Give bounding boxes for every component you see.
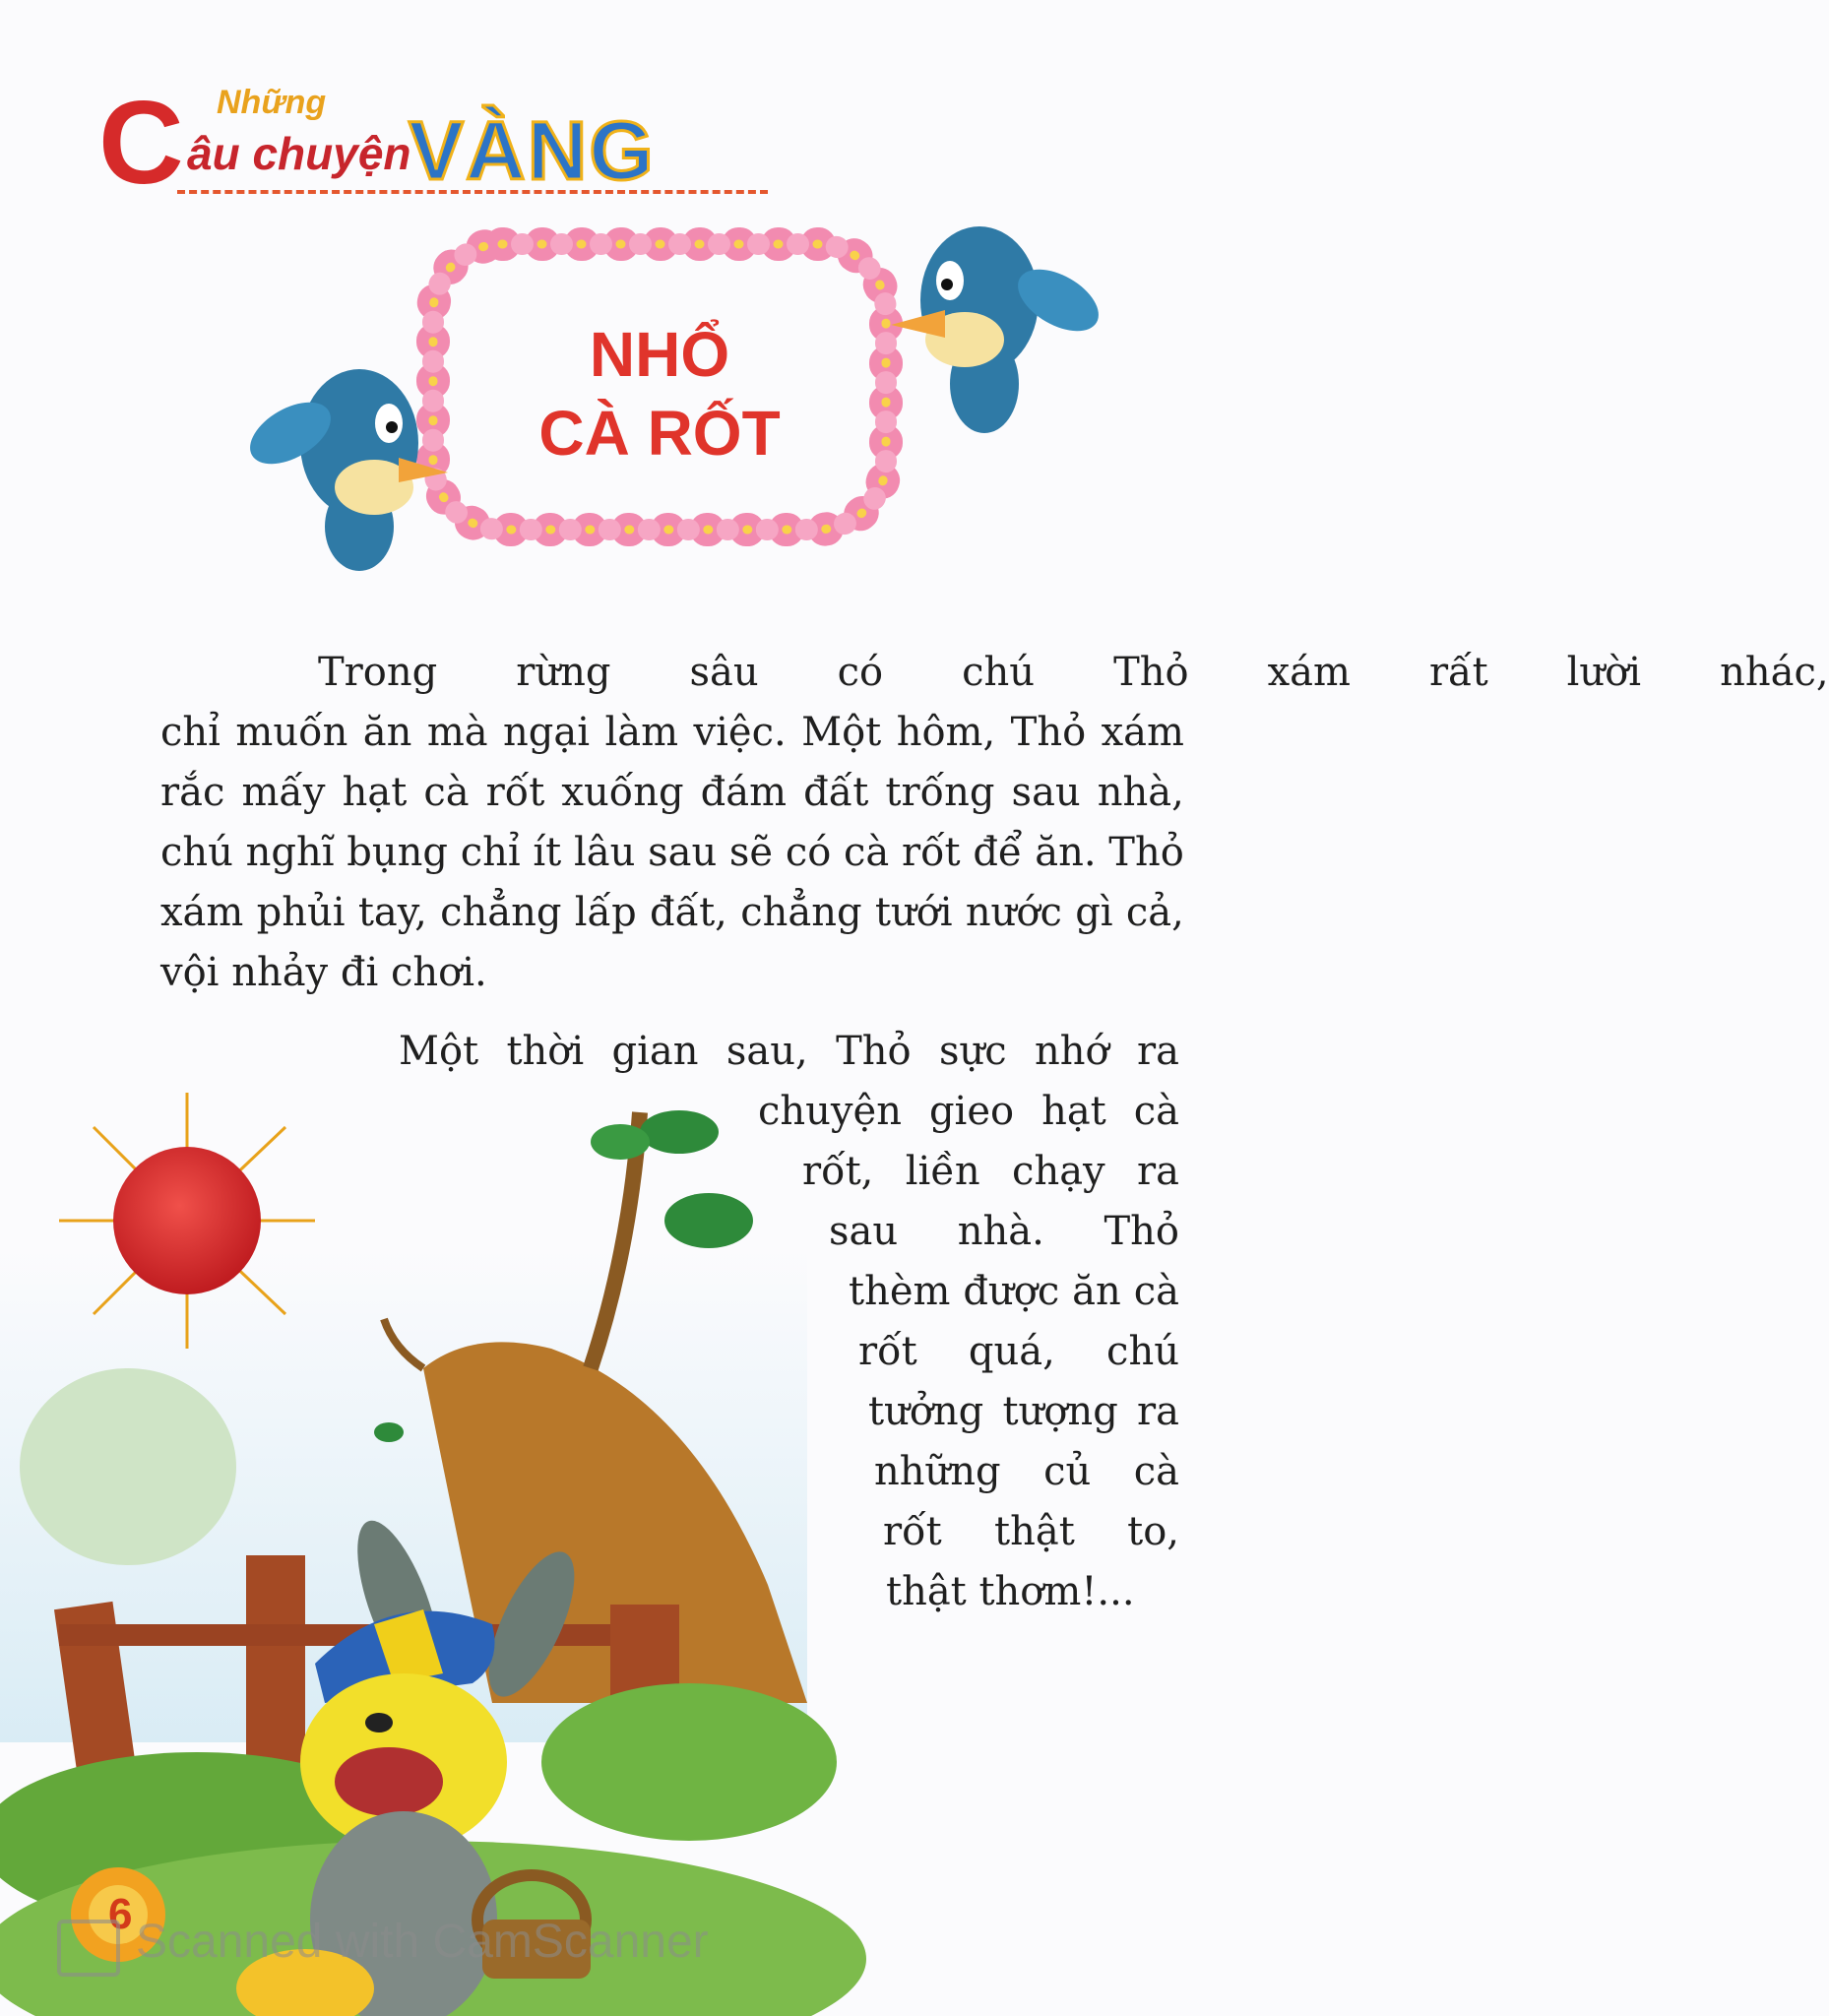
title-plaque xyxy=(413,224,906,549)
word: tưởng xyxy=(868,1389,984,1434)
word: rốt xyxy=(901,830,961,875)
word: sẽ xyxy=(728,830,774,875)
word: cà xyxy=(844,830,890,875)
para2-line xyxy=(849,1262,1179,1322)
para1-line xyxy=(160,763,1184,823)
word: ít xyxy=(533,830,562,875)
word: mấy xyxy=(241,770,326,815)
word: hạt xyxy=(1041,1089,1106,1134)
story-paragraph-1 xyxy=(160,643,1829,1003)
word: nước xyxy=(965,890,1062,935)
word: thời xyxy=(506,1029,585,1074)
word: nhớ xyxy=(1035,1029,1109,1074)
para1-line xyxy=(160,883,1184,943)
word: chỉ xyxy=(160,710,221,755)
word: những xyxy=(874,1449,1001,1494)
watermark-text: Scanned with CamScanner xyxy=(136,1916,709,1968)
word: bụng xyxy=(347,830,448,875)
word: sau xyxy=(829,1209,899,1254)
word: liền xyxy=(905,1149,980,1194)
para2-line xyxy=(874,1442,1179,1502)
word: Một xyxy=(801,710,882,755)
word: cà xyxy=(1133,1089,1179,1134)
word: trống xyxy=(885,770,995,815)
word: chẳng xyxy=(740,890,862,935)
blue-bird-left-icon xyxy=(251,325,458,571)
word: muốn xyxy=(235,710,348,755)
series-logo-c: C xyxy=(98,77,184,209)
para2-line xyxy=(868,1382,1179,1442)
story-illustration xyxy=(0,1073,866,2016)
para2-line: thật thơm!... xyxy=(886,1569,1135,1614)
word: Thỏ xyxy=(1010,710,1087,755)
word: ra xyxy=(1136,1029,1179,1074)
word: rừng xyxy=(516,650,611,695)
word: đất, xyxy=(649,890,727,935)
para1-line xyxy=(160,643,1829,703)
word: Thỏ xyxy=(836,1029,912,1074)
word: cà xyxy=(1133,1269,1179,1314)
word: ra xyxy=(1137,1389,1179,1434)
word: quá, xyxy=(968,1329,1055,1374)
word: lấp xyxy=(574,890,637,935)
series-logo-mid: âu chuyện xyxy=(187,128,411,179)
series-logo-gold: VÀNG xyxy=(409,104,656,197)
word: chẳng xyxy=(440,890,562,935)
word: ngại xyxy=(503,710,591,755)
word: rắc xyxy=(160,770,225,815)
word: ăn xyxy=(362,710,412,755)
para2-line xyxy=(829,1202,1179,1262)
story-title-line1: NHỔ xyxy=(589,319,730,390)
word: Một xyxy=(399,1029,479,1074)
word: được xyxy=(963,1269,1060,1314)
word: thèm xyxy=(849,1269,951,1314)
word: chỉ xyxy=(460,830,521,875)
word: xám xyxy=(1267,650,1351,695)
word: to, xyxy=(1127,1509,1179,1554)
word: chú xyxy=(160,830,233,875)
word: phủi xyxy=(256,890,346,935)
para1-line xyxy=(160,703,1184,763)
word: mà xyxy=(426,710,488,755)
word: gieo xyxy=(928,1089,1015,1134)
word: đám xyxy=(700,770,788,815)
word: Thỏ xyxy=(1108,830,1184,875)
word: chạy xyxy=(1012,1149,1105,1194)
word: gian xyxy=(611,1029,699,1074)
word: sau xyxy=(648,830,718,875)
para1-line: vội nhảy đi chơi. xyxy=(160,950,487,995)
word: sực xyxy=(938,1029,1007,1074)
word: có xyxy=(837,650,884,695)
para2-line xyxy=(883,1502,1179,1562)
word: hôm, xyxy=(896,710,996,755)
series-header xyxy=(98,74,689,212)
word: ra xyxy=(1137,1149,1179,1194)
story-title-line2: CÀ RỐT xyxy=(538,398,781,469)
word: rốt xyxy=(485,770,545,815)
word: xám xyxy=(160,890,244,935)
word: ăn. xyxy=(1035,830,1097,875)
word: cà xyxy=(423,770,470,815)
word: nhác, xyxy=(1720,650,1829,695)
word: nhà. xyxy=(957,1209,1044,1254)
word: nhà, xyxy=(1097,770,1184,815)
word: rốt xyxy=(858,1329,917,1374)
word: tay, xyxy=(357,890,427,935)
series-dash-line xyxy=(177,190,768,194)
word: để xyxy=(973,830,1023,875)
word: cả, xyxy=(1125,890,1184,935)
word: gì xyxy=(1075,890,1113,935)
page-number: 6 xyxy=(108,1890,133,1938)
camscanner-logo-icon xyxy=(57,1920,120,1977)
word: Trong xyxy=(318,650,438,695)
word: rốt, xyxy=(802,1149,874,1194)
word: chú xyxy=(1106,1329,1179,1374)
camscanner-watermark xyxy=(136,1915,709,1969)
word: hạt xyxy=(342,770,408,815)
word: Thỏ xyxy=(1113,650,1189,695)
word: chuyện xyxy=(758,1089,902,1134)
word: tượng xyxy=(1002,1389,1118,1434)
word: sau, xyxy=(725,1029,808,1074)
word: nghĩ xyxy=(245,830,335,875)
word: việc. xyxy=(693,710,787,755)
word: củ xyxy=(1043,1449,1092,1494)
word: thật xyxy=(994,1509,1075,1554)
word: đất xyxy=(803,770,869,815)
series-logo-small: Những xyxy=(217,84,327,121)
word: lâu xyxy=(573,830,636,875)
word: lười xyxy=(1566,650,1642,695)
word: chú xyxy=(962,650,1036,695)
para2-line xyxy=(858,1322,1179,1382)
word: tưới xyxy=(874,890,953,935)
word: rốt xyxy=(883,1509,942,1554)
word: xám xyxy=(1101,710,1184,755)
blue-bird-right-icon xyxy=(876,192,1103,448)
word: xuống xyxy=(561,770,684,815)
word: sau xyxy=(1011,770,1081,815)
word: sâu xyxy=(689,650,759,695)
word: có xyxy=(785,830,832,875)
word: ăn xyxy=(1072,1269,1121,1314)
para1-line xyxy=(160,823,1184,883)
word: rất xyxy=(1428,650,1488,695)
word: làm xyxy=(604,710,679,755)
word: Thỏ xyxy=(1104,1209,1179,1254)
word: cà xyxy=(1133,1449,1179,1494)
